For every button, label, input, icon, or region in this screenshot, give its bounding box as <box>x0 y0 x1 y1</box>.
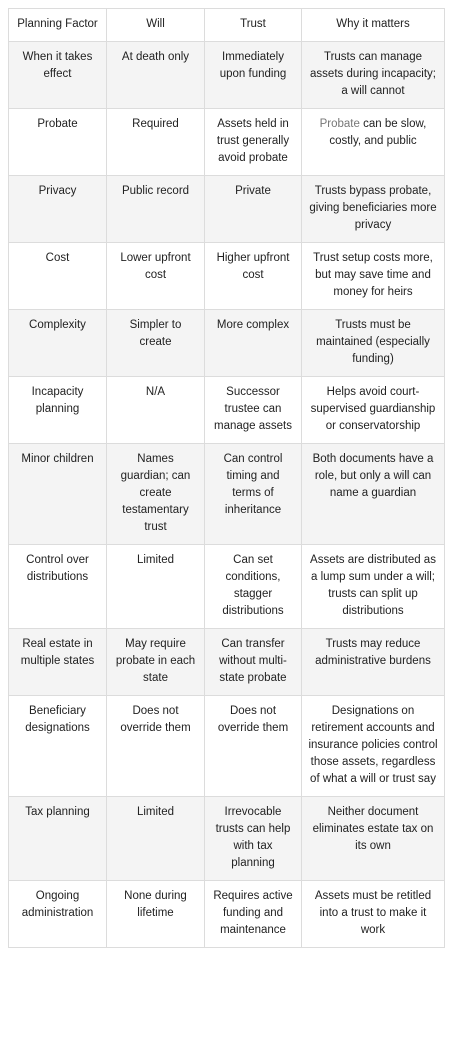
table-row <box>9 176 445 243</box>
probate-link[interactable]: Probate <box>319 118 360 130</box>
cell-why: Helps avoid court-supervised guardianship or conservatorship <box>302 377 445 444</box>
cell-trust: Irrevocable trusts can help with tax planning <box>205 797 302 881</box>
cell-factor: Ongoing administration <box>9 881 107 948</box>
cell-will: Public record <box>107 176 205 243</box>
header-row <box>9 9 445 42</box>
cell-why: Trusts may reduce administrative burdens <box>302 629 445 696</box>
will-vs-trust-table <box>8 8 445 948</box>
header-planning-factor: Planning Factor <box>9 9 107 42</box>
cell-factor: Tax planning <box>9 797 107 881</box>
cell-factor: Minor children <box>9 444 107 545</box>
header-trust: Trust <box>205 9 302 42</box>
cell-factor: Beneficiary designations <box>9 696 107 797</box>
table-row <box>9 109 445 176</box>
cell-why-text: can be slow, costly, and public <box>329 118 427 147</box>
cell-trust: Immediately upon funding <box>205 42 302 109</box>
cell-will: None during lifetime <box>107 881 205 948</box>
cell-trust: Can control timing and terms of inheritance <box>205 444 302 545</box>
cell-factor: Complexity <box>9 310 107 377</box>
table-row <box>9 444 445 545</box>
cell-factor: Control over distributions <box>9 545 107 629</box>
cell-why: Trusts can manage assets during incapacity; a will cannot <box>302 42 445 109</box>
table-row <box>9 42 445 109</box>
table-row <box>9 881 445 948</box>
cell-factor: Real estate in multiple states <box>9 629 107 696</box>
cell-will: Limited <box>107 545 205 629</box>
cell-will: Required <box>107 109 205 176</box>
cell-factor: Privacy <box>9 176 107 243</box>
cell-trust: Assets held in trust generally avoid probate <box>205 109 302 176</box>
cell-why: Designations on retirement accounts and insurance policies control those assets, regardless of what a will or trust say <box>302 696 445 797</box>
header-will: Will <box>107 9 205 42</box>
cell-will: Lower upfront cost <box>107 243 205 310</box>
cell-why: Assets must be retitled into a trust to make it work <box>302 881 445 948</box>
cell-why: Assets are distributed as a lump sum under a will; trusts can split up distributions <box>302 545 445 629</box>
comparison-table-container <box>8 8 444 948</box>
cell-why: Trust setup costs more, but may save time and money for heirs <box>302 243 445 310</box>
cell-why: Neither document eliminates estate tax on its own <box>302 797 445 881</box>
cell-will: May require probate in each state <box>107 629 205 696</box>
table-row <box>9 696 445 797</box>
table-row <box>9 377 445 444</box>
cell-trust: More complex <box>205 310 302 377</box>
table-body <box>9 42 445 948</box>
table-row <box>9 629 445 696</box>
cell-will: N/A <box>107 377 205 444</box>
cell-factor: Cost <box>9 243 107 310</box>
cell-why <box>302 109 445 176</box>
cell-trust: Does not override them <box>205 696 302 797</box>
cell-will: Names guardian; can create testamentary trust <box>107 444 205 545</box>
cell-will: Limited <box>107 797 205 881</box>
cell-why: Both documents have a role, but only a will can name a guardian <box>302 444 445 545</box>
cell-will: Simpler to create <box>107 310 205 377</box>
cell-trust: Requires active funding and maintenance <box>205 881 302 948</box>
cell-trust: Higher upfront cost <box>205 243 302 310</box>
table-row <box>9 243 445 310</box>
header-why-it-matters: Why it matters <box>302 9 445 42</box>
cell-factor: When it takes effect <box>9 42 107 109</box>
cell-trust: Successor trustee can manage assets <box>205 377 302 444</box>
cell-trust: Can transfer without multi-state probate <box>205 629 302 696</box>
table-header <box>9 9 445 42</box>
cell-trust: Private <box>205 176 302 243</box>
cell-factor: Probate <box>9 109 107 176</box>
cell-why: Trusts must be maintained (especially funding) <box>302 310 445 377</box>
cell-will: Does not override them <box>107 696 205 797</box>
table-row <box>9 797 445 881</box>
cell-trust: Can set conditions, stagger distributions <box>205 545 302 629</box>
table-row <box>9 310 445 377</box>
cell-why: Trusts bypass probate, giving beneficiaries more privacy <box>302 176 445 243</box>
table-row <box>9 545 445 629</box>
cell-will: At death only <box>107 42 205 109</box>
cell-factor: Incapacity planning <box>9 377 107 444</box>
